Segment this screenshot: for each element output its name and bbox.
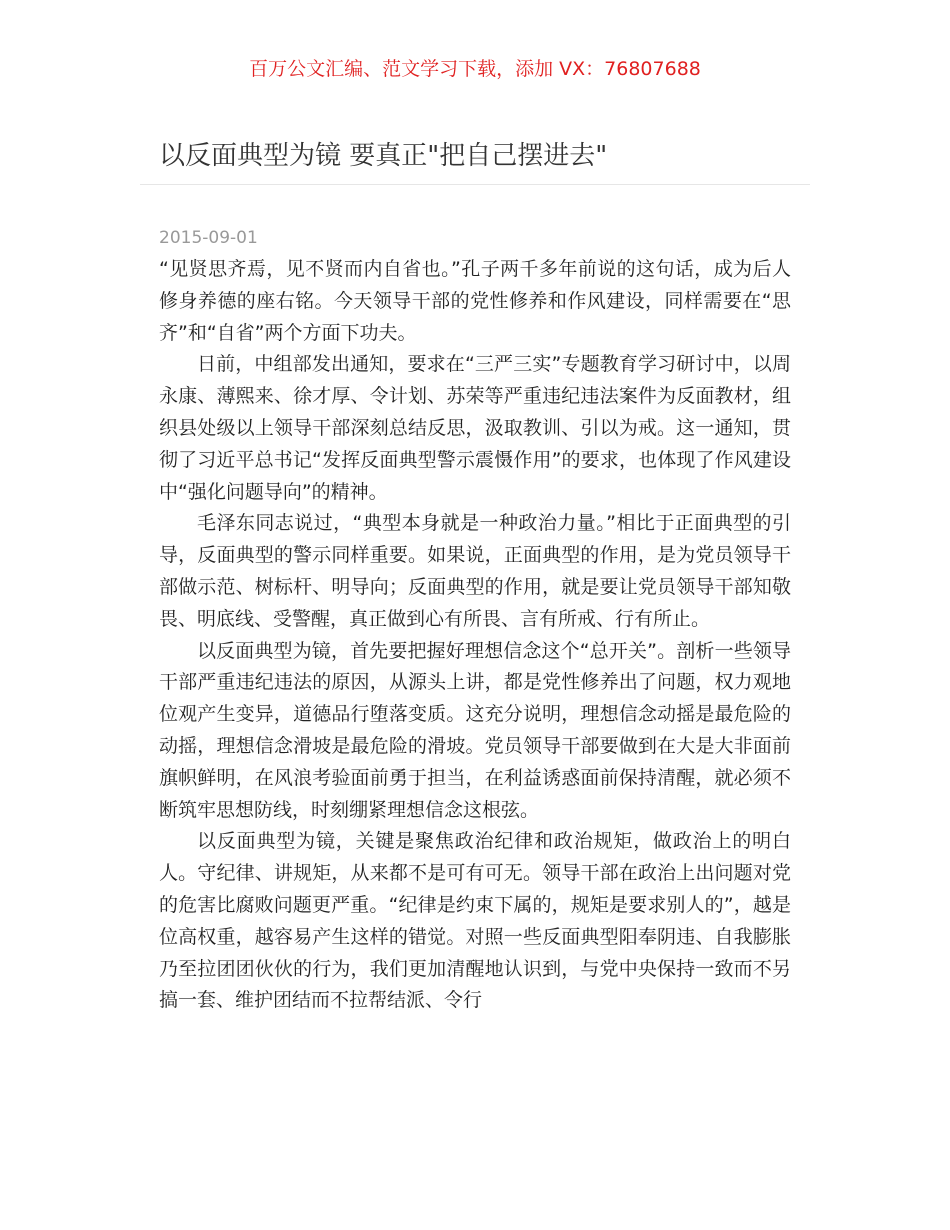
promo-banner: 百万公文汇编、范文学习下载，添加 VX：76807688 <box>249 58 701 80</box>
paragraph-1: “见贤思齐焉，见不贤而内自省也。”孔子两千多年前说的这句话，成为后人修身养德的座右铭。今天领导干部的党性修养和作风建设，同样需要在“思齐”和“自省”两个方面下功夫。 <box>159 258 791 344</box>
article-body <box>159 254 791 1184</box>
paragraph-3: 毛泽东同志说过，“典型本身就是一种政治力量。”相比于正面典型的引导，反面典型的警示同样重要。如果说，正面典型的作用，是为党员领导干部做示范、树标杆、明导向；反面典型的作用，就是要让党员领导干部知敬畏、明底线、受警醒，真正做到心有所畏、言有所戒、行有所止。 <box>159 512 791 630</box>
paragraph-2: 日前，中组部发出通知，要求在“三严三实”专题教育学习研讨中，以周永康、薄熙来、徐才厚、令计划、苏荣等严重违纪违法案件为反面教材，组织县处级以上领导干部深刻总结反思，汲取教训、引以为戒。这一通知，贯彻了习近平总书记“发挥反面典型警示震慑作用”的要求，也体现了作风建设中“强化问题导向”的精神。 <box>159 353 791 503</box>
paragraph-5: 以反面典型为镜，关键是聚焦政治纪律和政治规矩，做政治上的明白人。守纪律、讲规矩，从来都不是可有可无。领导干部在政治上出问题对党的危害比腐败问题更严重。“纪律是约束下属的，规矩是要求别人的”，越是位高权重，越容易产生这样的错觉。对照一些反面典型阳奉阴违、自我膨胀乃至拉团团伙伙的行为，我们更加清醒地认识到，与党中央保持一致而不另搞一套、维护团结而不拉帮结派、令行 <box>159 830 791 1012</box>
title-divider <box>140 184 810 185</box>
article-date: 2015-09-01 <box>159 228 258 248</box>
paragraph-4: 以反面典型为镜，首先要把握好理想信念这个“总开关”。剖析一些领导干部严重违纪违法的原因，从源头上讲，都是党性修养出了问题，权力观地位观产生变异，道德品行堕落变质。这充分说明，理想信念动摇是最危险的动摇，理想信念滑坡是最危险的滑坡。党员领导干部要做到在大是大非面前旗帜鲜明，在风浪考验面前勇于担当，在利益诱惑面前保持清醒，就必须不断筑牢思想防线，时刻绷紧理想信念这根弦。 <box>159 639 791 821</box>
article-title: 以反面典型为镜 要真正"把自己摆进去" <box>159 141 608 171</box>
